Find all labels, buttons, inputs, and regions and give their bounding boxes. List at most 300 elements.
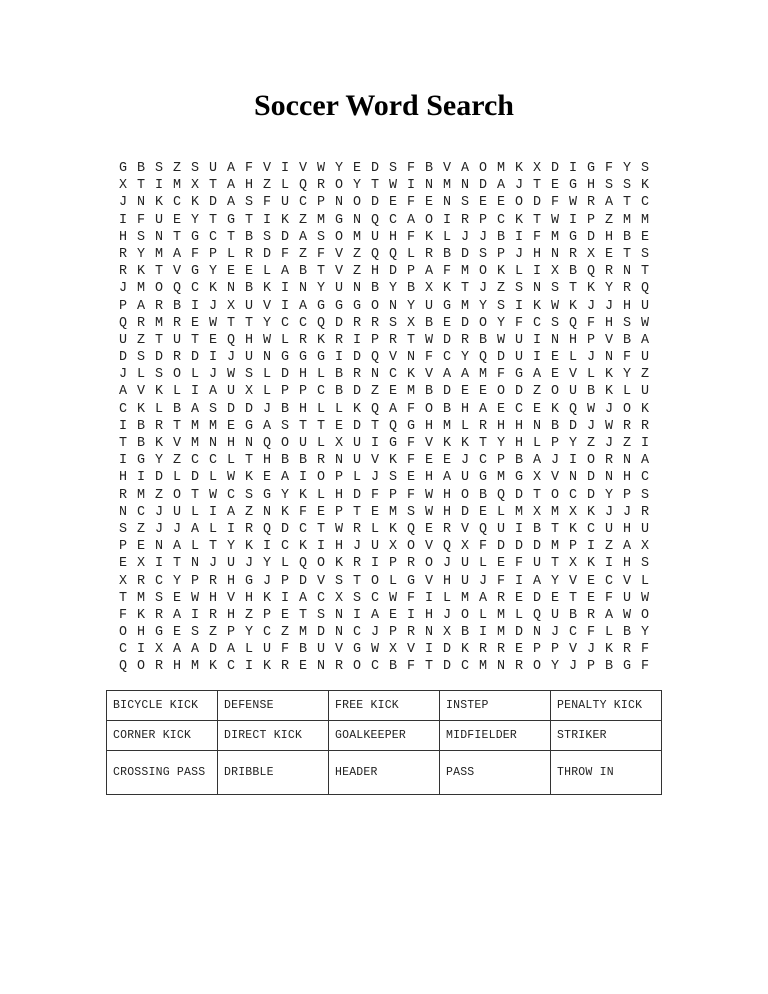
grid-letter: T <box>568 590 578 606</box>
grid-letter: K <box>208 659 218 675</box>
grid-letter: Z <box>604 539 614 555</box>
grid-letter: E <box>442 315 452 331</box>
grid-letter: I <box>424 590 434 606</box>
grid-letter: K <box>550 401 560 417</box>
grid-letter: D <box>460 315 470 331</box>
grid-letter: A <box>496 178 506 194</box>
grid-letter: D <box>190 470 200 486</box>
grid-letter: Y <box>460 350 470 366</box>
grid-letter: G <box>154 625 164 641</box>
grid-letter: C <box>370 590 380 606</box>
grid-letter: A <box>226 642 236 658</box>
grid-letter: X <box>532 161 542 176</box>
grid-letter: C <box>208 453 218 469</box>
grid-letter: C <box>604 573 614 589</box>
grid-letter: W <box>388 590 398 606</box>
grid-letter: M <box>190 436 200 451</box>
grid-letter: E <box>460 384 470 400</box>
grid-letter: F <box>550 195 560 211</box>
grid-letter: Y <box>496 436 506 451</box>
grid-letter: X <box>118 573 128 589</box>
grid-letter: K <box>640 178 650 194</box>
grid-letter: C <box>226 487 236 503</box>
grid-letter: E <box>586 573 596 589</box>
grid-letter: Q <box>640 281 650 297</box>
grid-letter: U <box>298 436 308 451</box>
grid-letter: A <box>532 453 542 469</box>
grid-letter: S <box>208 401 218 417</box>
grid-letter: A <box>622 539 632 555</box>
grid-letter: V <box>442 161 452 176</box>
grid-letter: U <box>640 298 650 314</box>
grid-letter: R <box>154 418 164 434</box>
grid-letter: B <box>424 161 434 176</box>
grid-row <box>110 332 658 349</box>
grid-letter: B <box>478 332 488 348</box>
grid-letter: L <box>406 246 416 262</box>
grid-letter: A <box>424 264 434 280</box>
grid-letter: A <box>226 195 236 211</box>
grid-letter: Z <box>640 367 650 383</box>
grid-letter: J <box>244 556 254 572</box>
grid-letter: Q <box>370 212 380 228</box>
grid-letter: J <box>586 298 596 314</box>
grid-letter: I <box>568 212 578 228</box>
word-list-item: BICYCLE KICK <box>107 691 218 721</box>
grid-letter: H <box>442 487 452 503</box>
grid-letter: X <box>154 642 164 658</box>
grid-letter: L <box>514 607 524 623</box>
grid-letter: A <box>604 195 614 211</box>
grid-letter: L <box>532 436 542 451</box>
grid-letter: J <box>208 367 218 383</box>
grid-letter: R <box>316 453 326 469</box>
grid-letter: V <box>172 436 182 451</box>
grid-letter: E <box>496 556 506 572</box>
grid-letter: D <box>496 350 506 366</box>
grid-letter: I <box>568 453 578 469</box>
grid-letter: P <box>532 642 542 658</box>
grid-letter: S <box>118 521 128 537</box>
grid-letter: H <box>460 401 470 417</box>
grid-letter: K <box>604 384 614 400</box>
grid-letter: T <box>424 659 434 675</box>
grid-letter: Y <box>262 556 272 572</box>
grid-letter: A <box>190 401 200 417</box>
grid-letter: W <box>568 195 578 211</box>
grid-letter: G <box>514 367 524 383</box>
grid-letter: I <box>118 453 128 469</box>
grid-letter: I <box>424 642 434 658</box>
grid-letter: D <box>154 350 164 366</box>
grid-letter: Q <box>226 332 236 348</box>
grid-letter: K <box>334 556 344 572</box>
grid-letter: A <box>370 607 380 623</box>
grid-letter: Z <box>604 212 614 228</box>
grid-letter: J <box>154 504 164 520</box>
grid-row <box>110 538 658 555</box>
grid-letter: V <box>424 573 434 589</box>
grid-letter: V <box>334 264 344 280</box>
grid-letter: M <box>460 590 470 606</box>
grid-letter: I <box>280 298 290 314</box>
grid-letter: M <box>136 281 146 297</box>
grid-letter: H <box>244 590 254 606</box>
grid-letter: I <box>442 212 452 228</box>
grid-letter: G <box>568 229 578 245</box>
grid-letter: O <box>172 487 182 503</box>
grid-letter: S <box>460 195 470 211</box>
grid-letter: K <box>586 556 596 572</box>
grid-letter: S <box>262 229 272 245</box>
grid-letter: W <box>208 487 218 503</box>
grid-letter: F <box>496 573 506 589</box>
grid-letter: H <box>604 229 614 245</box>
grid-letter: K <box>442 436 452 451</box>
grid-letter: R <box>352 367 362 383</box>
grid-letter: J <box>604 401 614 417</box>
grid-letter: Q <box>262 436 272 451</box>
grid-letter: H <box>370 264 380 280</box>
grid-letter: B <box>298 642 308 658</box>
grid-letter: K <box>262 659 272 675</box>
grid-letter: F <box>604 590 614 606</box>
grid-letter: F <box>424 350 434 366</box>
grid-letter: B <box>604 659 614 675</box>
grid-row <box>110 194 658 211</box>
grid-letter: R <box>244 521 254 537</box>
grid-letter: U <box>622 590 632 606</box>
grid-row <box>110 590 658 607</box>
grid-letter: Y <box>190 212 200 228</box>
grid-row <box>110 263 658 280</box>
grid-letter: K <box>640 401 650 417</box>
grid-row <box>110 246 658 263</box>
grid-letter: K <box>604 642 614 658</box>
grid-letter: M <box>478 367 488 383</box>
grid-letter: Z <box>136 521 146 537</box>
grid-letter: C <box>640 470 650 486</box>
grid-letter: T <box>118 590 128 606</box>
grid-letter: R <box>316 178 326 194</box>
grid-letter: Z <box>172 453 182 469</box>
grid-letter: N <box>154 229 164 245</box>
grid-letter: P <box>622 487 632 503</box>
grid-letter: H <box>514 418 524 434</box>
grid-letter: T <box>460 281 470 297</box>
grid-letter: X <box>406 315 416 331</box>
grid-letter: D <box>532 590 542 606</box>
grid-letter: F <box>640 642 650 658</box>
grid-letter: H <box>208 590 218 606</box>
grid-letter: I <box>298 470 308 486</box>
grid-letter: Q <box>172 281 182 297</box>
grid-letter: A <box>298 298 308 314</box>
grid-letter: L <box>226 246 236 262</box>
grid-letter: J <box>586 418 596 434</box>
grid-letter: I <box>136 642 146 658</box>
grid-letter: K <box>514 161 524 176</box>
grid-letter: C <box>154 573 164 589</box>
grid-letter: M <box>136 487 146 503</box>
grid-letter: R <box>298 332 308 348</box>
grid-letter: P <box>388 556 398 572</box>
grid-letter: G <box>352 642 362 658</box>
grid-letter: D <box>460 504 470 520</box>
grid-letter: N <box>334 453 344 469</box>
grid-letter: P <box>334 504 344 520</box>
grid-letter: L <box>244 642 254 658</box>
grid-letter: Y <box>568 436 578 451</box>
grid-letter: W <box>370 642 380 658</box>
grid-letter: S <box>550 315 560 331</box>
grid-letter: S <box>604 178 614 194</box>
grid-letter: P <box>190 573 200 589</box>
grid-letter: Q <box>298 178 308 194</box>
grid-letter: N <box>118 504 128 520</box>
page-title: Soccer Word Search <box>254 89 514 122</box>
grid-letter: J <box>478 573 488 589</box>
grid-letter: X <box>640 539 650 555</box>
grid-letter: U <box>244 298 254 314</box>
grid-letter: T <box>226 315 236 331</box>
grid-letter: L <box>136 367 146 383</box>
grid-letter: J <box>550 625 560 641</box>
grid-letter: L <box>370 521 380 537</box>
grid-letter: B <box>334 384 344 400</box>
grid-letter: M <box>298 625 308 641</box>
grid-letter: J <box>118 195 128 211</box>
grid-letter: W <box>640 590 650 606</box>
grid-letter: W <box>550 212 560 228</box>
grid-letter: U <box>640 521 650 537</box>
grid-letter: E <box>352 161 362 176</box>
grid-letter: J <box>478 229 488 245</box>
grid-letter: D <box>568 418 578 434</box>
grid-letter: B <box>388 659 398 675</box>
grid-letter: M <box>154 246 164 262</box>
grid-letter: N <box>190 556 200 572</box>
grid-letter: F <box>190 246 200 262</box>
grid-letter: I <box>118 418 128 434</box>
grid-letter: D <box>352 384 362 400</box>
grid-letter: B <box>298 453 308 469</box>
grid-letter: A <box>226 504 236 520</box>
grid-letter: W <box>424 487 434 503</box>
grid-letter: A <box>388 401 398 417</box>
grid-letter: B <box>298 264 308 280</box>
grid-letter: B <box>424 384 434 400</box>
grid-letter: E <box>550 590 560 606</box>
grid-letter: G <box>316 350 326 366</box>
word-list-row <box>107 751 662 795</box>
grid-letter: J <box>460 453 470 469</box>
grid-letter: P <box>208 246 218 262</box>
grid-letter: V <box>172 264 182 280</box>
grid-letter: X <box>568 556 578 572</box>
grid-letter: L <box>316 436 326 451</box>
grid-letter: E <box>244 264 254 280</box>
grid-letter: X <box>334 436 344 451</box>
grid-letter: X <box>334 590 344 606</box>
grid-row <box>110 658 658 675</box>
grid-letter: S <box>316 607 326 623</box>
grid-letter: S <box>478 246 488 262</box>
grid-letter: O <box>478 161 488 176</box>
grid-row <box>110 452 658 469</box>
grid-letter: G <box>406 573 416 589</box>
grid-letter: L <box>316 367 326 383</box>
grid-letter: F <box>406 590 416 606</box>
grid-letter: O <box>514 195 524 211</box>
grid-letter: K <box>244 470 254 486</box>
grid-letter: O <box>424 556 434 572</box>
grid-row <box>110 229 658 246</box>
grid-letter: U <box>244 350 254 366</box>
grid-letter: W <box>550 298 560 314</box>
grid-letter: M <box>406 384 416 400</box>
grid-letter: P <box>316 195 326 211</box>
grid-letter: D <box>262 246 272 262</box>
grid-letter: B <box>136 418 146 434</box>
word-list-item: PENALTY KICK <box>551 691 662 721</box>
grid-letter: Y <box>154 453 164 469</box>
grid-letter: H <box>424 418 434 434</box>
grid-letter: H <box>118 229 128 245</box>
grid-letter: I <box>478 625 488 641</box>
grid-letter: N <box>352 212 362 228</box>
grid-letter: H <box>424 607 434 623</box>
grid-letter: D <box>550 161 560 176</box>
grid-letter: I <box>352 332 362 348</box>
grid-letter: Z <box>262 178 272 194</box>
grid-letter: I <box>190 298 200 314</box>
grid-letter: R <box>172 350 182 366</box>
grid-row <box>110 401 658 418</box>
grid-letter: O <box>406 539 416 555</box>
grid-letter: K <box>298 539 308 555</box>
grid-letter: R <box>460 332 470 348</box>
grid-letter: R <box>640 418 650 434</box>
grid-letter: L <box>262 264 272 280</box>
grid-letter: U <box>316 642 326 658</box>
grid-letter: H <box>172 659 182 675</box>
grid-letter: R <box>334 659 344 675</box>
grid-letter: U <box>424 298 434 314</box>
grid-letter: X <box>388 539 398 555</box>
grid-letter: G <box>136 453 146 469</box>
grid-letter: I <box>640 436 650 451</box>
grid-letter: Z <box>352 246 362 262</box>
grid-letter: X <box>442 625 452 641</box>
word-list-item: HEADER <box>329 751 440 795</box>
word-list-item: FREE KICK <box>329 691 440 721</box>
grid-letter: S <box>550 281 560 297</box>
grid-letter: I <box>604 556 614 572</box>
grid-letter: J <box>442 556 452 572</box>
grid-letter: B <box>460 625 470 641</box>
grid-letter: X <box>388 642 398 658</box>
grid-letter: H <box>496 418 506 434</box>
grid-letter: M <box>550 539 560 555</box>
word-list-table <box>106 690 662 795</box>
grid-letter: L <box>262 367 272 383</box>
grid-letter: V <box>424 539 434 555</box>
grid-letter: U <box>208 161 218 176</box>
grid-letter: J <box>118 281 128 297</box>
grid-letter: J <box>154 521 164 537</box>
grid-letter: E <box>604 246 614 262</box>
grid-letter: M <box>190 418 200 434</box>
grid-letter: C <box>226 659 236 675</box>
grid-letter: W <box>622 607 632 623</box>
grid-letter: D <box>442 332 452 348</box>
grid-letter: N <box>388 298 398 314</box>
grid-letter: Z <box>298 246 308 262</box>
grid-letter: O <box>316 470 326 486</box>
grid-letter: O <box>478 315 488 331</box>
grid-letter: K <box>298 487 308 503</box>
grid-row <box>110 418 658 435</box>
grid-letter: Q <box>388 418 398 434</box>
grid-letter: L <box>190 504 200 520</box>
grid-letter: N <box>154 539 164 555</box>
grid-letter: S <box>316 229 326 245</box>
grid-letter: R <box>388 332 398 348</box>
grid-letter: C <box>190 281 200 297</box>
grid-letter: S <box>244 195 254 211</box>
grid-letter: W <box>190 590 200 606</box>
grid-letter: L <box>496 504 506 520</box>
grid-letter: P <box>388 625 398 641</box>
grid-letter: K <box>154 436 164 451</box>
grid-letter: P <box>280 573 290 589</box>
grid-letter: E <box>424 521 434 537</box>
grid-letter: A <box>298 590 308 606</box>
grid-letter: I <box>154 556 164 572</box>
grid-letter: U <box>172 332 182 348</box>
grid-letter: F <box>514 315 524 331</box>
grid-letter: U <box>640 384 650 400</box>
grid-letter: Q <box>532 607 542 623</box>
grid-letter: H <box>298 401 308 417</box>
grid-letter: L <box>190 367 200 383</box>
grid-letter: L <box>226 453 236 469</box>
grid-letter: F <box>406 453 416 469</box>
grid-row <box>110 504 658 521</box>
grid-letter: D <box>208 642 218 658</box>
grid-letter: M <box>496 470 506 486</box>
grid-letter: Y <box>136 246 146 262</box>
grid-row <box>110 555 658 572</box>
grid-letter: G <box>478 470 488 486</box>
grid-letter: H <box>226 573 236 589</box>
grid-letter: K <box>406 367 416 383</box>
grid-letter: Q <box>118 659 128 675</box>
grid-letter: Z <box>352 264 362 280</box>
grid-letter: M <box>550 504 560 520</box>
grid-letter: R <box>370 315 380 331</box>
grid-letter: Y <box>226 539 236 555</box>
grid-letter: I <box>568 161 578 176</box>
grid-row <box>110 160 658 177</box>
grid-letter: E <box>514 642 524 658</box>
grid-letter: W <box>424 332 434 348</box>
grid-letter: P <box>496 246 506 262</box>
grid-letter: R <box>514 659 524 675</box>
grid-letter: N <box>208 436 218 451</box>
grid-letter: L <box>514 264 524 280</box>
